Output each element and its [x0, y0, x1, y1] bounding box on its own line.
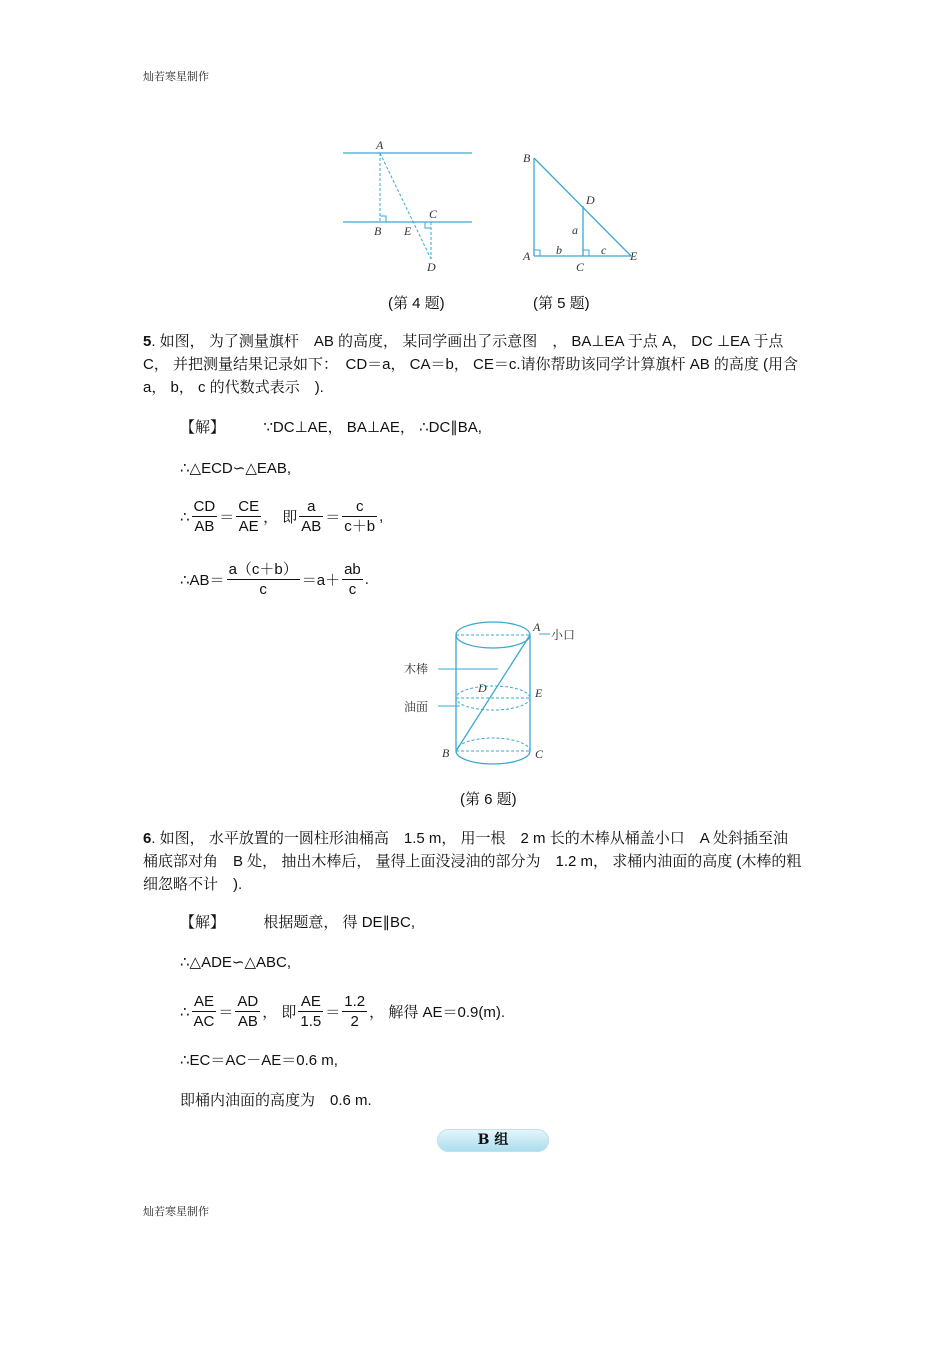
- fig5-label-c: C: [576, 260, 585, 274]
- fig4-label-b: B: [374, 224, 382, 238]
- fig5-label-b-small: b: [556, 243, 562, 257]
- fig4-label-c: C: [429, 207, 438, 221]
- problem-6-solution-line1: [180, 913, 415, 933]
- problem-6-solution-line5: 即桶内油面的高度为 0.6 m.: [180, 1092, 372, 1109]
- problem-5-solution-line3: ∴ $\frac{CD}{AB}$ ＝ $\frac{CE}{AE}$ ， 即 $\frac{a}{AB}$ ＝ $\frac{c}{c+b}$ ,: [180, 498, 384, 535]
- fig6-label-a: A: [533, 620, 541, 634]
- page-footer: 灿若寒星制作: [143, 1206, 209, 1218]
- fig4-label-d: D: [427, 260, 436, 274]
- problem-6-text: [143, 827, 803, 896]
- fraction-acb-c: $\frac{a(c+b)}{c}$: [228, 561, 298, 598]
- fraction-cd-ab: $\frac{CD}{AB}$: [193, 498, 216, 535]
- problem-6-body: . 如图， 水平放置的一圆柱形油桶高 1.5 m， 用一根 2 m 长的木棒从桶盖小口 A 处斜插至油桶底部对角 B 处， 抽出木棒后， 量得上面没浸油的部分为 1.2 m， 求桶内油面的高度 (木棒的粗细忽略不计 ).: [143, 830, 802, 893]
- fraction-c-cb: $\frac{c}{c+b}$: [344, 498, 376, 535]
- fig6-label-b: B: [442, 746, 450, 760]
- page-header: 灿若寒星制作: [143, 71, 209, 83]
- problem-6-solution-line3: ∴ $\frac{AE}{AC}$ ＝ $\frac{AD}{AB}$ ， 即 $\frac{AE}{1.5}$ ＝ $\frac{1.2}{2}$ ， 解得 AE＝0.9(m).: [180, 993, 506, 1030]
- fraction-ce-ae: $\frac{CE}{AE}$: [238, 498, 260, 535]
- fraction-a-ab: $\frac{a}{AB}$: [301, 498, 322, 535]
- problem-5-body: . 如图， 为了测量旗杆 AB 的高度， 某同学画出了示意图 ， BA⊥EA 于点 A， DC ⊥EA 于点 C， 并把测量结果记录如下： CD＝a， CA＝b， CE＝c.请你帮助该同学计算旗杆 AB 的高度 (用含 a， b， c 的代数式表示 ).: [143, 333, 799, 396]
- fig4-label-a: A: [376, 138, 384, 152]
- problem-6-solution-step1: 根据题意， 得 DE∥BC,: [263, 914, 416, 931]
- fig5-label-a-small: a: [572, 223, 578, 237]
- fraction-1-2-2: $\frac{1.2}{2}$: [344, 993, 366, 1030]
- fig6-label-rod: 木棒: [404, 662, 429, 676]
- fig5-label-c-small: c: [601, 243, 607, 257]
- problem-6-solution-line4: ∴EC＝AC－AE＝0.6 m,: [180, 1052, 338, 1069]
- fig5-label-d: D: [586, 193, 595, 207]
- fig6-label-c: C: [535, 747, 544, 761]
- fig5-label-e: E: [630, 249, 638, 263]
- fig6-label-oil: 油面: [404, 700, 429, 714]
- section-b-badge: B 组: [437, 1129, 549, 1152]
- fig6-label-d: D: [478, 681, 487, 695]
- figure-6-diagram: [398, 613, 588, 773]
- figure-5-caption: (第 5 题): [533, 295, 590, 312]
- figure-4-diagram: [338, 138, 478, 278]
- problem-5-solution-step1: ∵DC⊥AE， BA⊥AE， ∴DC∥BA,: [263, 419, 482, 436]
- problem-6-solution-label: 【解】: [180, 914, 226, 931]
- problem-5-text: [143, 330, 803, 399]
- problem-6-solution-line2: ∴△ADE∽△ABC,: [180, 954, 292, 971]
- problem-6-number: 6: [143, 830, 152, 847]
- figure-5-diagram: [518, 148, 648, 276]
- fraction-ab-c: $\frac{ab}{c}$: [344, 561, 361, 598]
- figure-4-caption: (第 4 题): [388, 295, 445, 312]
- problem-5-number: 5: [143, 333, 152, 350]
- fig5-label-b: B: [523, 151, 531, 165]
- problem-5-solution-line1: [180, 418, 482, 438]
- problem-5-solution-line4: ∴AB＝ $\frac{a(c+b)}{c}$ ＝a＋ $\frac{ab}{c}$ .: [180, 561, 369, 598]
- fig4-label-e: E: [404, 224, 412, 238]
- fraction-ae-ac: $\frac{AE}{AC}$: [193, 993, 215, 1030]
- figure-6-caption: (第 6 题): [460, 791, 517, 808]
- problem-5-solution-label: 【解】: [180, 419, 226, 436]
- fraction-ad-ab: $\frac{AD}{AB}$: [237, 993, 259, 1030]
- problem-5-solution-line2: ∴△ECD∽△EAB,: [180, 460, 292, 477]
- fig5-label-a: A: [523, 249, 531, 263]
- fig6-label-hole: 小口: [551, 628, 576, 642]
- fig6-label-e: E: [535, 686, 543, 700]
- fraction-ae-1-5: $\frac{AE}{1.5}$: [300, 993, 322, 1030]
